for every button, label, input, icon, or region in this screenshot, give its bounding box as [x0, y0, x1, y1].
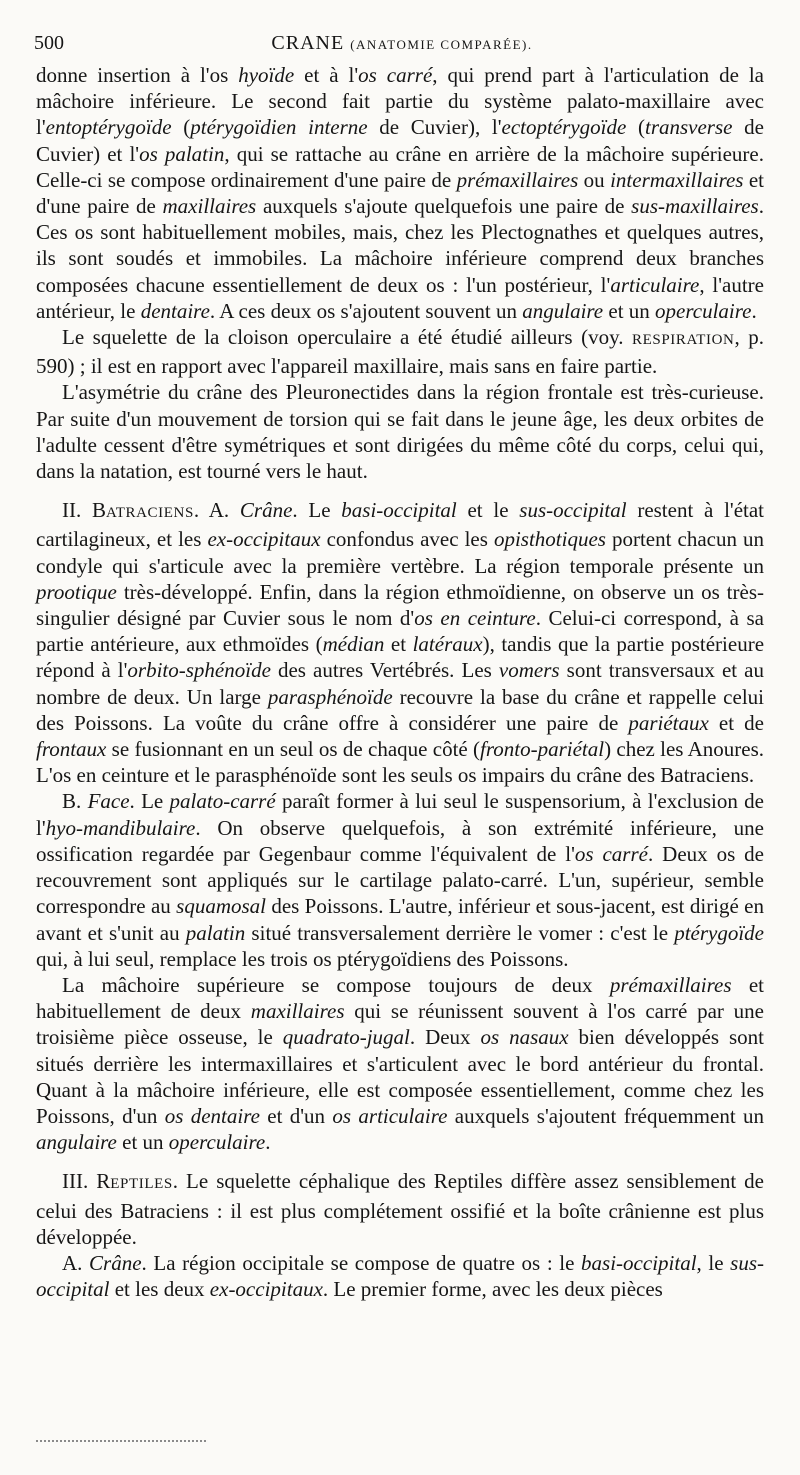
- paragraph: B. Face. Le palato-carré paraît former à lui seul le suspensorium, à l'exclusion de l'hyo-mandibulaire. On observe quelquefois, à son extrémité inférieure, une ossification regardée par Gegenbaur comme l'équivalent de l'os carré. Deux os de recouvrement sont appliqués sur le cartilage palato-carré. L'un, supérieur, semble correspondre au squamosal des Poissons. L'autre, inférieur et sous-jacent, est dirigé en avant et s'unit au palatin situé transversalement derrière le vomer : c'est le ptérygoïde qui, à lui seul, remplace les trois os ptérygoïdiens des Poissons.: [36, 789, 765, 971]
- paragraph: L'asymétrie du crâne des Pleuronectides dans la région frontale est très-curieuse. Par suite d'un mouvement de torsion qui se fait dans le jeune âge, les deux orbites de l'adulte cessent d'être symétriques et sont dirigées du même côté du corps, celui qui, dans la natation, est tourné vers le haut.: [36, 380, 764, 484]
- footer-rule: [36, 1440, 206, 1444]
- body-text: [36, 62, 764, 1302]
- running-title: [34, 32, 770, 55]
- page-number: 500: [34, 32, 64, 54]
- running-header: [34, 32, 770, 56]
- running-title-subtitle: (ANATOMIE COMPARÉE).: [350, 37, 533, 52]
- paragraph: donne insertion à l'os hyoïde et à l'os carré, qui prend part à l'articulation de la mâchoire inférieure. Le second fait partie du système palato-maxillaire avec l'entoptérygoïde (ptérygoïdien interne de Cuvier), l'ectoptérygoïde (transverse de Cuvier) et l'os palatin, qui se rattache au crâne en arrière de la mâchoire supérieure. Celle-ci se compose ordinairement d'une paire de prémaxillaires ou intermaxillaires et d'une paire de maxillaires auxquels s'ajoute quelquefois une paire de sus-maxillaires. Ces os sont habituellement mobiles, mais, chez les Plectognathes et quelques autres, ils sont soudés et immobiles. La mâchoire inférieure comprend deux branches composées chacune essentiellement de deux os : l'un postérieur, l'articulaire, l'autre antérieur, le dentaire. A ces deux os s'ajoutent souvent un angulaire et un operculaire.: [36, 63, 765, 323]
- paragraph: A. Crâne. La région occipitale se compose de quatre os : le basi-occipital, le sus-occipital et les deux ex-occipitaux. Le premier forme, avec les deux pièces: [36, 1250, 765, 1302]
- paragraph: II. BATRACIENS. A. Crâne. Le basi-occipital et le sus-occipital restent à l'état cartilagineux, et les ex-occipitaux confondus avec les opisthotiques portent chacun un condyle qui s'articule avec la première vertèbre. La région temporale présente un prootique très-développé. Enfin, dans la région ethmoïdienne, on observe un os très-singulier désigné par Cuvier sous le nom d'os en ceinture. Celui-ci correspond, à sa partie antérieure, aux ethmoïdes (médian et latéraux), tandis que la partie postérieure répond à l'orbito-sphénoïde des autres Vertébrés. Les vomers sont transversaux et au nombre de deux. Un large parasphénoïde recouvre la base du crâne et rappelle celui des Poissons. La voûte du crâne offre à considérer une paire de pariétaux et de frontaux se fusionnant en un seul os de chaque côté (fronto-pariétal) chez les Anoures. L'os en ceinture et le parasphénoïde sont les seuls os impairs du crâne des Batraciens.: [36, 498, 765, 788]
- paragraph: La mâchoire supérieure se compose toujours de deux prémaxillaires et habituellement de deux maxillaires qui se réunissent souvent à l'os carré par une troisième pièce osseuse, le quadrato-jugal. Deux os nasaux bien développés sont situés derrière les intermaxillaires et s'articulent avec le bord antérieur du frontal. Quant à la mâchoire inférieure, elle est composée essentiellement, comme chez les Poissons, d'un os dentaire et d'un os articulaire auxquels s'ajoutent fréquemment un angulaire et un operculaire.: [36, 972, 765, 1155]
- running-title-main: CRANE: [271, 32, 345, 54]
- paragraph: Le squelette de la cloison operculaire a été étudié ailleurs (voy. RESPIRATION, p. 590) ; il est en rapport avec l'appareil maxillaire, mais sans en faire partie.: [36, 325, 764, 379]
- paragraph: III. REPTILES. Le squelette céphalique des Reptiles diffère assez sensiblement de celui des Batraciens : il est plus complétement ossifié et la boîte crânienne est plus développée.: [36, 1169, 764, 1249]
